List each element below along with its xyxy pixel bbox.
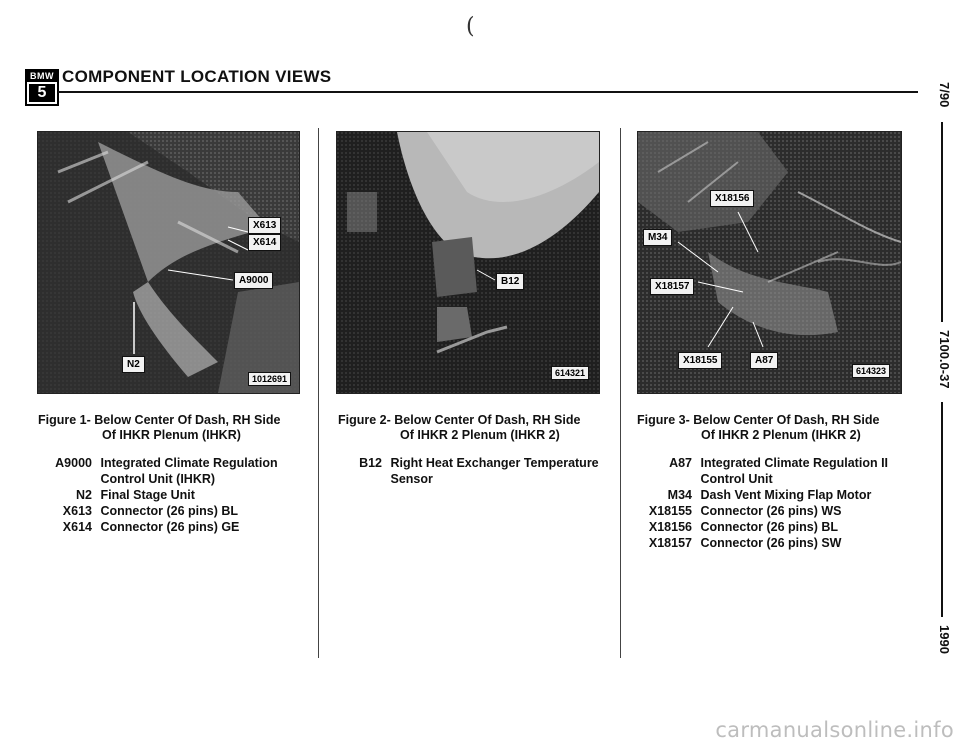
figure-1-photo-image bbox=[38, 132, 299, 393]
logo-series: 5 bbox=[29, 84, 55, 102]
legend-item bbox=[40, 503, 300, 519]
figure-2-photo-image bbox=[337, 132, 599, 393]
legend-code: N2 bbox=[76, 488, 92, 502]
figure-3-photo bbox=[637, 131, 902, 394]
legend-code: X613 bbox=[62, 504, 92, 518]
figure-1-caption-line1: Figure 1- Below Center Of Dash, RH Side bbox=[38, 413, 281, 427]
figure-3-caption bbox=[637, 413, 927, 443]
header-rule bbox=[58, 91, 918, 93]
side-date: 7/90 bbox=[937, 82, 952, 108]
figure-3-caption-line2: Of IHKR 2 Plenum (IHKR 2) bbox=[701, 428, 861, 442]
figure-2-caption bbox=[338, 413, 618, 443]
figure-1-caption-line2: Of IHKR Plenum (IHKR) bbox=[102, 428, 241, 442]
side-year: 1990 bbox=[937, 625, 952, 654]
legend-code: X18157 bbox=[648, 536, 692, 550]
legend-code: M34 bbox=[667, 488, 692, 502]
legend-item bbox=[40, 487, 300, 503]
label-a9000: A9000 bbox=[234, 272, 273, 289]
legend-desc: Final Stage Unit bbox=[100, 488, 195, 502]
figure-3-photo-code: 614323 bbox=[852, 364, 890, 378]
watermark: carmanualsonline.info bbox=[715, 718, 954, 742]
side-rule-2 bbox=[941, 402, 943, 617]
logo-brand: BMW bbox=[27, 71, 57, 82]
figure-2-photo bbox=[336, 131, 600, 394]
side-rule-1 bbox=[941, 122, 943, 322]
legend-code: X614 bbox=[62, 520, 92, 534]
label-m34: M34 bbox=[643, 229, 672, 246]
legend-desc: Integrated Climate Regulation Control Unit (IHKR) bbox=[100, 456, 278, 486]
legend-item bbox=[40, 519, 300, 535]
figure-1-legend bbox=[40, 455, 300, 535]
figure-3-legend bbox=[640, 455, 905, 551]
legend-code: B12 bbox=[359, 456, 382, 470]
figure-1-photo-code: 1012691 bbox=[248, 372, 291, 386]
column-divider-1 bbox=[318, 128, 319, 658]
legend-desc: Connector (26 pins) GE bbox=[100, 520, 240, 534]
legend-desc: Connector (26 pins) BL bbox=[100, 504, 238, 518]
legend-desc: Connector (26 pins) SW bbox=[700, 536, 842, 550]
label-x18156: X18156 bbox=[710, 190, 754, 207]
figure-2-legend bbox=[352, 455, 618, 487]
column-divider-2 bbox=[620, 128, 621, 658]
legend-code: X18155 bbox=[648, 504, 692, 518]
figure-1-caption bbox=[38, 413, 318, 443]
figure-3-caption-line1: Figure 3- Below Center Of Dash, RH Side bbox=[637, 413, 880, 427]
side-page-number: 7100.0-37 bbox=[937, 330, 952, 389]
legend-desc: Dash Vent Mixing Flap Motor bbox=[700, 488, 872, 502]
label-x614: X614 bbox=[248, 234, 281, 251]
label-n2: N2 bbox=[122, 356, 145, 373]
legend-code: X18156 bbox=[648, 520, 692, 534]
figure-2-caption-line1: Figure 2- Below Center Of Dash, RH Side bbox=[338, 413, 581, 427]
legend-code: A87 bbox=[669, 456, 692, 470]
legend-item bbox=[640, 455, 905, 487]
legend-desc: Right Heat Exchanger Temperature Sensor bbox=[390, 456, 599, 486]
legend-code: A9000 bbox=[55, 456, 92, 470]
figure-1-photo bbox=[37, 131, 300, 394]
label-x18157: X18157 bbox=[650, 278, 694, 295]
legend-desc: Connector (26 pins) WS bbox=[700, 504, 842, 518]
figure-2-caption-line2: Of IHKR 2 Plenum (IHKR 2) bbox=[400, 428, 560, 442]
legend-item bbox=[640, 519, 905, 535]
legend-item bbox=[352, 455, 618, 487]
legend-item bbox=[640, 535, 905, 551]
legend-desc: Integrated Climate Regulation II Control Unit bbox=[700, 456, 889, 486]
label-a87: A87 bbox=[750, 352, 778, 369]
legend-item bbox=[640, 503, 905, 519]
legend-item bbox=[640, 487, 905, 503]
page-title: COMPONENT LOCATION VIEWS bbox=[62, 67, 332, 86]
stray-mark: ( bbox=[466, 14, 475, 39]
label-x613: X613 bbox=[248, 217, 281, 234]
legend-desc: Connector (26 pins) BL bbox=[700, 520, 838, 534]
legend-item bbox=[40, 455, 300, 487]
label-x18155: X18155 bbox=[678, 352, 722, 369]
bmw-logo bbox=[25, 69, 59, 106]
label-b12: B12 bbox=[496, 273, 524, 290]
figure-2-photo-code: 614321 bbox=[551, 366, 589, 380]
